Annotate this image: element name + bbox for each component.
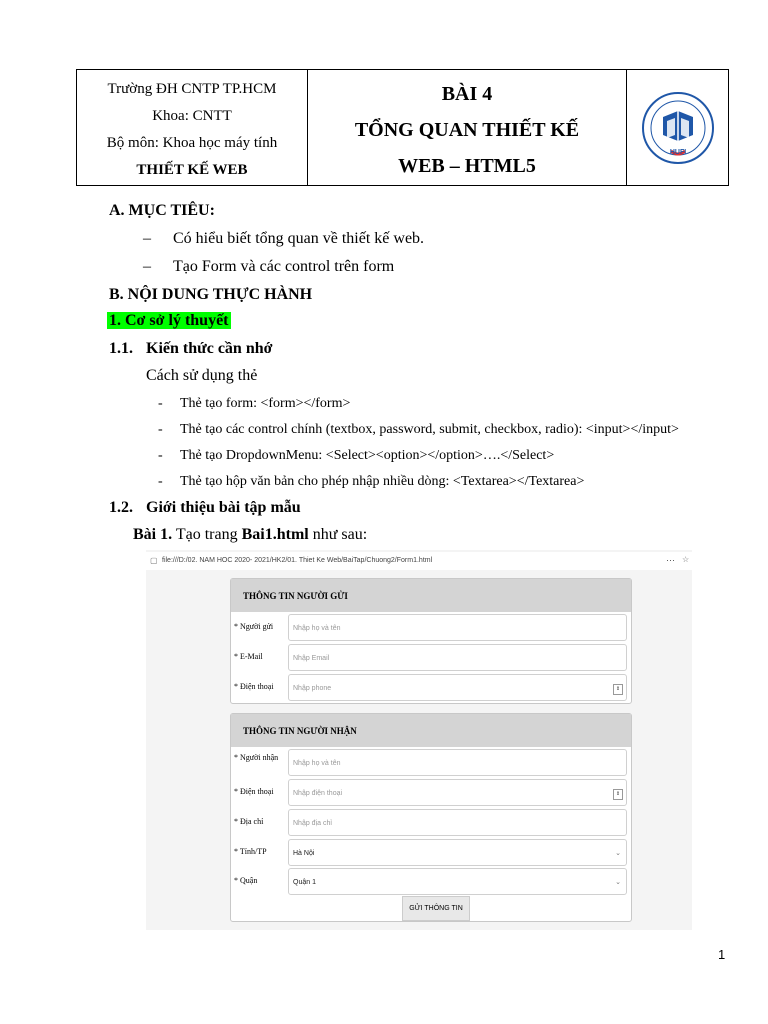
placeholder-text: Nhập phone [293,685,332,692]
sender-name-input[interactable]: Nhập họ và tên [288,614,627,641]
tag-item-1: Thẻ tạo form: <form></form> [180,396,351,411]
tag-item-3: Thẻ tạo DropdownMenu: <Select><option></option>….</Select> [180,448,555,463]
field-label: * Địa chỉ [234,817,264,826]
spinner-icon[interactable]: ⇕ [613,789,623,800]
page-icon: ▢ [150,556,158,565]
form-row [231,614,631,642]
sender-phone-input[interactable] [288,674,627,701]
chevron-down-icon: ⌄ [615,850,621,857]
subsection-title: Giới thiệu bài tập mẫu [146,499,301,516]
faculty-name: Khoa: CNTT [152,108,232,124]
browser-address-bar [146,552,692,570]
exercise-text: như sau: [312,526,368,543]
panel-heading: THÔNG TIN NGƯỜI NHẬN [231,714,631,747]
section-b-heading: B. NỘI DUNG THỰC HÀNH [109,286,313,303]
lesson-title-line1: TỔNG QUAN THIẾT KẾ [354,119,580,141]
url-text: file:///D:/02. NAM HOC 2020- 2021/HK2/01. Thiet Ke Web/BaiTap/Chuong2/Form1.html [162,557,433,564]
spinner-icon[interactable]: ⇕ [613,684,623,695]
subsection-number: 1.1. [109,340,133,357]
form-row [231,749,631,777]
bookmark-icon: ☆ [682,555,690,564]
list-bullet: - [158,448,163,463]
theory-heading: 1. Cơ sở lý thuyết [109,312,229,329]
form-row [231,674,631,702]
intro-text: Cách sử dụng thẻ [146,367,258,384]
objective-item-1: Có hiểu biết tổng quan về thiết kế web. [173,230,425,247]
school-name: Trường ĐH CNTP TP.HCM [107,81,277,97]
sender-panel [230,578,632,704]
receiver-phone-input[interactable] [288,779,627,806]
header-logo-cell [627,70,728,185]
objective-item-2: Tạo Form và các control trên form [173,258,395,275]
province-select[interactable] [288,839,627,866]
page-number: 1 [718,947,726,962]
svg-text:HUFI: HUFI [669,148,686,156]
menu-dots-icon: ··· [666,555,675,565]
field-label: * Tỉnh/TP [234,847,267,856]
panel-heading: THÔNG TIN NGƯỜI GỬI [231,579,631,612]
receiver-name-input[interactable]: Nhập họ và tên [288,749,627,776]
chevron-down-icon: ⌄ [615,879,621,886]
form-row [231,868,631,896]
header-institution [77,70,308,185]
course-name: THIẾT KẾ WEB [136,162,248,178]
submit-button[interactable]: GỬI THÔNG TIN [402,896,470,921]
subsection-number: 1.2. [109,499,133,516]
list-bullet: - [158,474,163,489]
lesson-title-line2: WEB – HTML5 [398,155,536,177]
field-label: * Điện thoại [234,787,274,796]
receiver-address-input[interactable]: Nhập địa chỉ [288,809,627,836]
exercise-label: Bài 1. [133,526,173,543]
form-row [231,644,631,672]
department-name: Bộ môn: Khoa học máy tính [106,135,278,151]
lesson-number: BÀI 4 [441,83,493,105]
receiver-panel [230,713,632,922]
field-label: * Người nhận [234,753,279,762]
form-row [231,779,631,807]
university-logo-icon [641,91,715,165]
exercise-line [133,526,367,544]
field-label: * Điện thoại [234,682,274,691]
exercise-text: Tạo trang [175,526,238,543]
list-bullet: – [143,230,151,247]
exercise-file: Bai1.html [241,526,309,543]
tag-item-2: Thẻ tạo các control chính (textbox, password, submit, checkbox, radio): <input></input> [180,422,679,437]
list-bullet: - [158,396,163,411]
selected-value: Quận 1 [293,879,316,886]
list-bullet: - [158,422,163,437]
field-label: * Người gửi [234,622,274,631]
placeholder-text: Nhập điện thoại [293,790,343,797]
district-select[interactable] [288,868,627,895]
field-label: * Quận [234,876,258,885]
selected-value: Hà Nội [293,850,315,857]
sender-email-input[interactable]: Nhập Email [288,644,627,671]
tag-item-4: Thẻ tạo hộp văn bản cho phép nhập nhiều dòng: <Textarea></Textarea> [180,474,585,489]
subsection-title: Kiến thức cần nhớ [146,340,273,357]
form-row [231,839,631,867]
section-a-heading: A. MỤC TIÊU: [109,202,215,219]
field-label: * E-Mail [234,652,263,661]
list-bullet: – [143,258,151,275]
form-row [231,809,631,837]
header-title [308,70,627,185]
document-header [76,69,729,186]
